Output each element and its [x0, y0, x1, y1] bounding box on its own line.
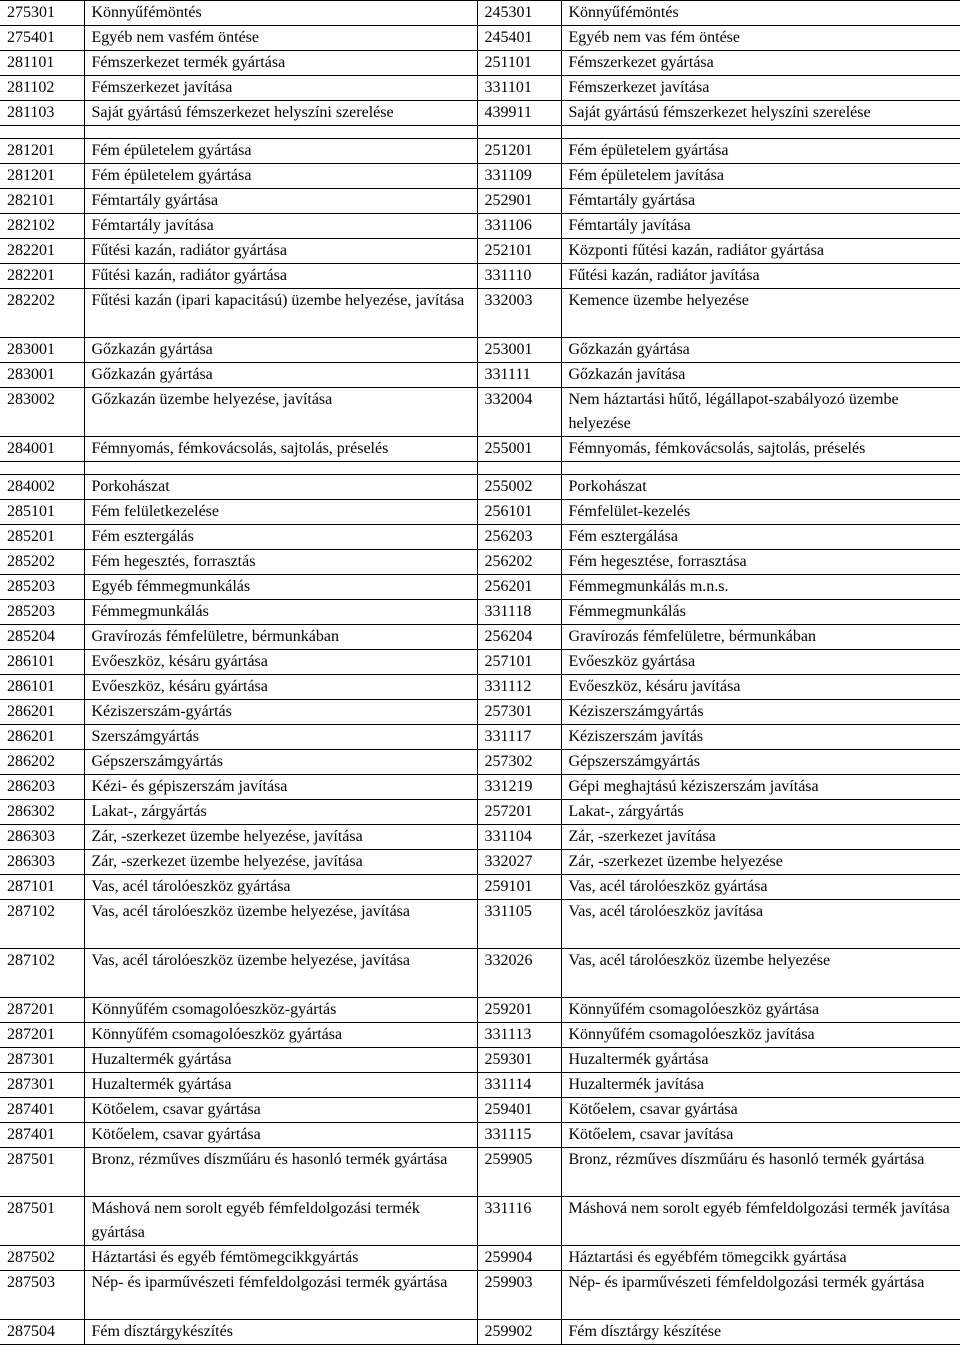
table-row	[0, 1123, 960, 1148]
gap-cell	[0, 126, 84, 139]
gap-cell	[0, 462, 84, 475]
new-code-cell: 259905	[477, 1148, 561, 1197]
new-code-cell: 257201	[477, 800, 561, 825]
table-row	[0, 1320, 960, 1345]
new-code-cell: 255002	[477, 475, 561, 500]
new-activity-name-cell: Könnyűfém csomagolóeszköz gyártása	[561, 998, 960, 1023]
new-activity-name-cell: Evőeszköz, késáru javítása	[561, 675, 960, 700]
old-activity-name-cell: Fém épületelem gyártása	[84, 164, 477, 189]
old-activity-name-cell: Fűtési kazán, radiátor gyártása	[84, 239, 477, 264]
new-activity-name-cell: Vas, acél tárolóeszköz gyártása	[561, 875, 960, 900]
table-row	[0, 475, 960, 500]
old-activity-name-cell: Kötőelem, csavar gyártása	[84, 1098, 477, 1123]
old-code-cell: 287501	[0, 1148, 84, 1197]
new-code-cell: 256204	[477, 625, 561, 650]
table-row	[0, 775, 960, 800]
old-code-cell: 282102	[0, 214, 84, 239]
new-activity-name-cell: Fém esztergálása	[561, 525, 960, 550]
new-code-cell: 245401	[477, 26, 561, 51]
new-code-cell: 257302	[477, 750, 561, 775]
old-code-cell: 283002	[0, 388, 84, 437]
table-row	[0, 214, 960, 239]
new-activity-name-cell: Fémfelület-kezelés	[561, 500, 960, 525]
new-activity-name-cell: Nép- és iparművészeti fémfeldolgozási termék gyártása	[561, 1271, 960, 1320]
old-activity-name-cell: Máshová nem sorolt egyéb fémfeldolgozási termék gyártása	[84, 1197, 477, 1246]
new-code-cell: 256203	[477, 525, 561, 550]
new-activity-name-cell: Fémszerkezet gyártása	[561, 51, 960, 76]
new-code-cell: 251101	[477, 51, 561, 76]
old-code-cell: 286201	[0, 700, 84, 725]
new-code-cell: 331113	[477, 1023, 561, 1048]
old-code-cell: 287401	[0, 1098, 84, 1123]
old-activity-name-cell: Zár, -szerkezet üzembe helyezése, javítása	[84, 850, 477, 875]
new-activity-name-cell: Zár, -szerkezet üzembe helyezése	[561, 850, 960, 875]
old-activity-name-cell: Vas, acél tárolóeszköz üzembe helyezése, javítása	[84, 949, 477, 998]
old-activity-name-cell: Fémszerkezet javítása	[84, 76, 477, 101]
table-row	[0, 289, 960, 338]
gap-cell	[477, 462, 561, 475]
old-code-cell: 286101	[0, 675, 84, 700]
old-activity-name-cell: Fűtési kazán (ipari kapacitású) üzembe helyezése, javítása	[84, 289, 477, 338]
new-code-cell: 331112	[477, 675, 561, 700]
old-code-cell: 286203	[0, 775, 84, 800]
table-row	[0, 800, 960, 825]
old-activity-name-cell: Fémtartály javítása	[84, 214, 477, 239]
table-row	[0, 949, 960, 998]
old-activity-name-cell: Huzaltermék gyártása	[84, 1048, 477, 1073]
new-activity-name-cell: Bronz, rézműves díszműáru és hasonló termék gyártása	[561, 1148, 960, 1197]
old-code-cell: 281103	[0, 101, 84, 126]
old-activity-name-cell: Vas, acél tárolóeszköz üzembe helyezése, javítása	[84, 900, 477, 949]
old-activity-name-cell: Könnyűfém csomagolóeszköz-gyártás	[84, 998, 477, 1023]
old-code-cell: 282201	[0, 264, 84, 289]
table-row	[0, 264, 960, 289]
gap-cell	[561, 126, 960, 139]
old-activity-name-cell: Zár, -szerkezet üzembe helyezése, javítása	[84, 825, 477, 850]
new-code-cell: 256101	[477, 500, 561, 525]
new-activity-name-cell: Gőzkazán gyártása	[561, 338, 960, 363]
new-activity-name-cell: Fémtartály javítása	[561, 214, 960, 239]
table-row	[0, 1048, 960, 1073]
new-code-cell: 331117	[477, 725, 561, 750]
new-code-cell: 331219	[477, 775, 561, 800]
new-code-cell: 259301	[477, 1048, 561, 1073]
old-activity-name-cell: Gravírozás fémfelületre, bérmunkában	[84, 625, 477, 650]
new-activity-name-cell: Máshová nem sorolt egyéb fémfeldolgozási termék javítása	[561, 1197, 960, 1246]
old-activity-name-cell: Fém felületkezelése	[84, 500, 477, 525]
old-code-cell: 283001	[0, 338, 84, 363]
old-activity-name-cell: Fémszerkezet termék gyártása	[84, 51, 477, 76]
table-row	[0, 363, 960, 388]
new-activity-name-cell: Könnyűfém csomagolóeszköz javítása	[561, 1023, 960, 1048]
old-activity-name-cell: Fém esztergálás	[84, 525, 477, 550]
old-activity-name-cell: Könnyűfémöntés	[84, 1, 477, 26]
table-row	[0, 139, 960, 164]
table-row	[0, 1271, 960, 1320]
old-code-cell: 284001	[0, 437, 84, 462]
new-activity-name-cell: Gépi meghajtású kéziszerszám javítása	[561, 775, 960, 800]
table-row	[0, 675, 960, 700]
new-activity-name-cell: Nem háztartási hűtő, légállapot-szabályozó üzembe helyezése	[561, 388, 960, 437]
old-activity-name-cell: Lakat-, zárgyártás	[84, 800, 477, 825]
table-row	[0, 1023, 960, 1048]
old-code-cell: 287201	[0, 998, 84, 1023]
new-activity-name-cell: Fém épületelem javítása	[561, 164, 960, 189]
old-code-cell: 285202	[0, 550, 84, 575]
table-row	[0, 600, 960, 625]
old-code-cell: 284002	[0, 475, 84, 500]
old-activity-name-cell: Bronz, rézműves díszműáru és hasonló termék gyártása	[84, 1148, 477, 1197]
old-code-cell: 287301	[0, 1073, 84, 1098]
new-activity-name-cell: Huzaltermék javítása	[561, 1073, 960, 1098]
table-row	[0, 1246, 960, 1271]
table-row	[0, 437, 960, 462]
table-row	[0, 76, 960, 101]
old-code-cell: 287503	[0, 1271, 84, 1320]
new-code-cell: 251201	[477, 139, 561, 164]
old-activity-name-cell: Gőzkazán gyártása	[84, 363, 477, 388]
old-activity-name-cell: Huzaltermék gyártása	[84, 1073, 477, 1098]
old-code-cell: 287102	[0, 949, 84, 998]
new-code-cell: 332004	[477, 388, 561, 437]
table-row	[0, 500, 960, 525]
old-activity-name-cell: Gépszerszámgyártás	[84, 750, 477, 775]
old-activity-name-cell: Fém dísztárgykészítés	[84, 1320, 477, 1345]
old-activity-name-cell: Nép- és iparművészeti fémfeldolgozási termék gyártása	[84, 1271, 477, 1320]
table-row	[0, 338, 960, 363]
new-activity-name-cell: Háztartási és egyébfém tömegcikk gyártása	[561, 1246, 960, 1271]
old-activity-name-cell: Fűtési kazán, radiátor gyártása	[84, 264, 477, 289]
new-activity-name-cell: Könnyűfémöntés	[561, 1, 960, 26]
table-row	[0, 1148, 960, 1197]
new-code-cell: 256202	[477, 550, 561, 575]
table-row	[0, 875, 960, 900]
old-code-cell: 285204	[0, 625, 84, 650]
new-activity-name-cell: Kötőelem, csavar javítása	[561, 1123, 960, 1148]
old-code-cell: 275401	[0, 26, 84, 51]
new-activity-name-cell: Központi fűtési kazán, radiátor gyártása	[561, 239, 960, 264]
old-code-cell: 287101	[0, 875, 84, 900]
new-code-cell: 331109	[477, 164, 561, 189]
old-activity-name-cell: Fém hegesztés, forrasztás	[84, 550, 477, 575]
new-code-cell: 331118	[477, 600, 561, 625]
old-code-cell: 287501	[0, 1197, 84, 1246]
gap-cell	[84, 126, 477, 139]
old-code-cell: 275301	[0, 1, 84, 26]
new-activity-name-cell: Fémszerkezet javítása	[561, 76, 960, 101]
old-activity-name-cell: Háztartási és egyéb fémtömegcikkgyártás	[84, 1246, 477, 1271]
table-row	[0, 1073, 960, 1098]
new-code-cell: 331114	[477, 1073, 561, 1098]
table-row	[0, 1, 960, 26]
new-code-cell: 331116	[477, 1197, 561, 1246]
old-code-cell: 283001	[0, 363, 84, 388]
new-activity-name-cell: Kemence üzembe helyezése	[561, 289, 960, 338]
old-code-cell: 286302	[0, 800, 84, 825]
row-gap	[0, 126, 960, 139]
table-row	[0, 525, 960, 550]
new-activity-name-cell: Fémmegmunkálás m.n.s.	[561, 575, 960, 600]
new-code-cell: 257301	[477, 700, 561, 725]
new-activity-name-cell: Vas, acél tárolóeszköz javítása	[561, 900, 960, 949]
old-activity-name-cell: Egyéb fémmegmunkálás	[84, 575, 477, 600]
new-activity-name-cell: Lakat-, zárgyártás	[561, 800, 960, 825]
old-code-cell: 287301	[0, 1048, 84, 1073]
table-row	[0, 998, 960, 1023]
table-row	[0, 388, 960, 437]
old-activity-name-cell: Evőeszköz, késáru gyártása	[84, 650, 477, 675]
new-activity-name-cell: Kéziszerszámgyártás	[561, 700, 960, 725]
old-code-cell: 286201	[0, 725, 84, 750]
table-row	[0, 26, 960, 51]
old-code-cell: 281201	[0, 164, 84, 189]
new-code-cell: 253001	[477, 338, 561, 363]
new-code-cell: 259101	[477, 875, 561, 900]
table-row	[0, 550, 960, 575]
new-code-cell: 439911	[477, 101, 561, 126]
table-body	[0, 1, 960, 1345]
old-code-cell: 281101	[0, 51, 84, 76]
old-code-cell: 282202	[0, 289, 84, 338]
old-code-cell: 282101	[0, 189, 84, 214]
table-row	[0, 51, 960, 76]
old-code-cell: 282201	[0, 239, 84, 264]
new-code-cell: 245301	[477, 1, 561, 26]
old-activity-name-cell: Saját gyártású fémszerkezet helyszíni szerelése	[84, 101, 477, 126]
new-activity-name-cell: Gravírozás fémfelületre, bérmunkában	[561, 625, 960, 650]
old-activity-name-cell: Kéziszerszám-gyártás	[84, 700, 477, 725]
new-activity-name-cell: Saját gyártású fémszerkezet helyszíni szerelése	[561, 101, 960, 126]
table-row	[0, 575, 960, 600]
old-code-cell: 281102	[0, 76, 84, 101]
row-gap	[0, 462, 960, 475]
new-code-cell: 255001	[477, 437, 561, 462]
table-row	[0, 164, 960, 189]
new-code-cell: 259201	[477, 998, 561, 1023]
table-row	[0, 900, 960, 949]
new-code-cell: 332027	[477, 850, 561, 875]
old-code-cell: 287201	[0, 1023, 84, 1048]
new-code-cell: 256201	[477, 575, 561, 600]
gap-cell	[477, 126, 561, 139]
new-activity-name-cell: Huzaltermék gyártása	[561, 1048, 960, 1073]
table-row	[0, 725, 960, 750]
old-code-cell: 287102	[0, 900, 84, 949]
new-activity-name-cell: Vas, acél tárolóeszköz üzembe helyezése	[561, 949, 960, 998]
new-activity-name-cell: Fém hegesztése, forrasztása	[561, 550, 960, 575]
new-code-cell: 331106	[477, 214, 561, 239]
new-code-cell: 332003	[477, 289, 561, 338]
new-code-cell: 331101	[477, 76, 561, 101]
old-activity-name-cell: Fémnyomás, fémkovácsolás, sajtolás, préselés	[84, 437, 477, 462]
table-row	[0, 650, 960, 675]
new-activity-name-cell: Fémnyomás, fémkovácsolás, sajtolás, préselés	[561, 437, 960, 462]
new-code-cell: 259904	[477, 1246, 561, 1271]
old-code-cell: 286202	[0, 750, 84, 775]
old-activity-name-cell: Könnyűfém csomagolóeszköz gyártása	[84, 1023, 477, 1048]
new-code-cell: 252901	[477, 189, 561, 214]
old-code-cell: 285101	[0, 500, 84, 525]
new-activity-name-cell: Fűtési kazán, radiátor javítása	[561, 264, 960, 289]
new-code-cell: 259903	[477, 1271, 561, 1320]
old-activity-name-cell: Vas, acél tárolóeszköz gyártása	[84, 875, 477, 900]
old-activity-name-cell: Fém épületelem gyártása	[84, 139, 477, 164]
new-code-cell: 257101	[477, 650, 561, 675]
old-activity-name-cell: Porkohászat	[84, 475, 477, 500]
old-activity-name-cell: Fémtartály gyártása	[84, 189, 477, 214]
new-activity-name-cell: Zár, -szerkezet javítása	[561, 825, 960, 850]
old-code-cell: 285203	[0, 575, 84, 600]
new-activity-name-cell: Egyéb nem vas fém öntése	[561, 26, 960, 51]
new-activity-name-cell: Porkohászat	[561, 475, 960, 500]
old-code-cell: 286101	[0, 650, 84, 675]
new-code-cell: 331111	[477, 363, 561, 388]
new-code-cell: 331105	[477, 900, 561, 949]
old-activity-name-cell: Gőzkazán gyártása	[84, 338, 477, 363]
old-activity-name-cell: Egyéb nem vasfém öntése	[84, 26, 477, 51]
new-activity-name-cell: Fémmegmunkálás	[561, 600, 960, 625]
old-code-cell: 287401	[0, 1123, 84, 1148]
table-row	[0, 239, 960, 264]
old-activity-name-cell: Kézi- és gépiszerszám javítása	[84, 775, 477, 800]
old-code-cell: 287502	[0, 1246, 84, 1271]
old-activity-name-cell: Kötőelem, csavar gyártása	[84, 1123, 477, 1148]
gap-cell	[561, 462, 960, 475]
new-activity-name-cell: Gőzkazán javítása	[561, 363, 960, 388]
old-activity-name-cell: Evőeszköz, késáru gyártása	[84, 675, 477, 700]
new-activity-name-cell: Kötőelem, csavar gyártása	[561, 1098, 960, 1123]
new-activity-name-cell: Kéziszerszám javítás	[561, 725, 960, 750]
table-row	[0, 750, 960, 775]
old-code-cell: 281201	[0, 139, 84, 164]
old-activity-name-cell: Fémmegmunkálás	[84, 600, 477, 625]
new-activity-name-cell: Fém épületelem gyártása	[561, 139, 960, 164]
new-code-cell: 331104	[477, 825, 561, 850]
table-row	[0, 625, 960, 650]
old-activity-name-cell: Szerszámgyártás	[84, 725, 477, 750]
table-row	[0, 189, 960, 214]
new-activity-name-cell: Fémtartály gyártása	[561, 189, 960, 214]
new-activity-name-cell: Fém dísztárgy készítése	[561, 1320, 960, 1345]
table-row	[0, 101, 960, 126]
old-code-cell: 287504	[0, 1320, 84, 1345]
new-code-cell: 331110	[477, 264, 561, 289]
old-code-cell: 286303	[0, 825, 84, 850]
table-row	[0, 850, 960, 875]
table-row	[0, 1098, 960, 1123]
table-row	[0, 825, 960, 850]
table-row	[0, 1197, 960, 1246]
old-code-cell: 286303	[0, 850, 84, 875]
table-row	[0, 700, 960, 725]
new-activity-name-cell: Evőeszköz gyártása	[561, 650, 960, 675]
old-activity-name-cell: Gőzkazán üzembe helyezése, javítása	[84, 388, 477, 437]
new-code-cell: 259401	[477, 1098, 561, 1123]
old-code-cell: 285203	[0, 600, 84, 625]
new-activity-name-cell: Gépszerszámgyártás	[561, 750, 960, 775]
new-code-cell: 259902	[477, 1320, 561, 1345]
new-code-cell: 331115	[477, 1123, 561, 1148]
gap-cell	[84, 462, 477, 475]
new-code-cell: 252101	[477, 239, 561, 264]
old-code-cell: 285201	[0, 525, 84, 550]
new-code-cell: 332026	[477, 949, 561, 998]
